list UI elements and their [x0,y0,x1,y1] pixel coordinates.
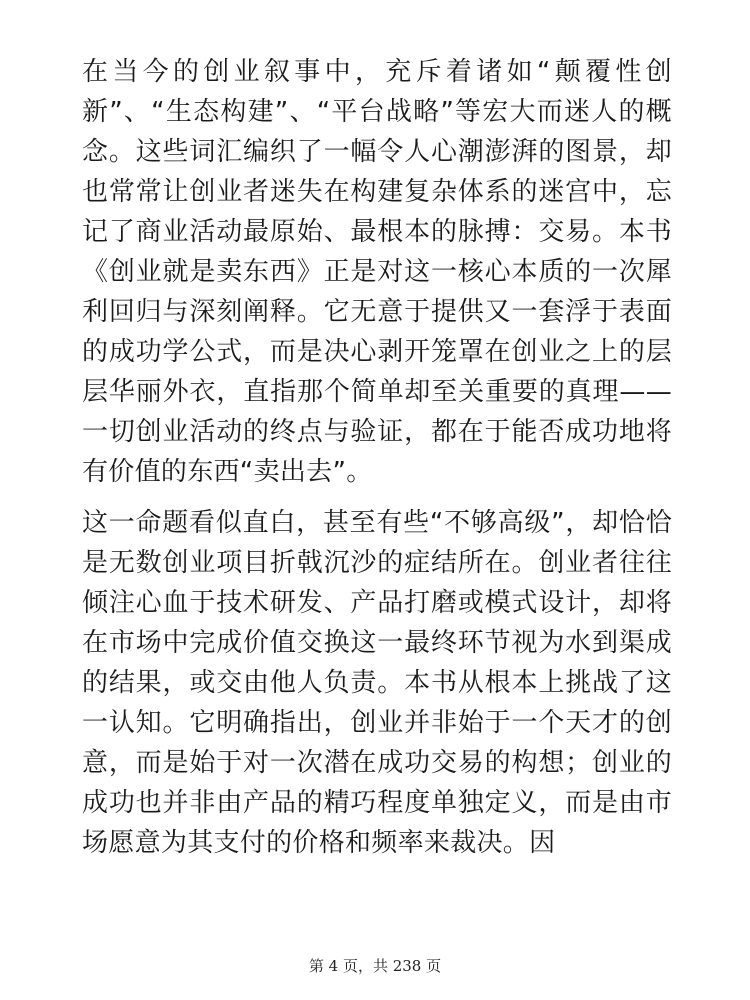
paragraph-1: 在当今的创业叙事中，充斥着诸如“颠覆性创新”、“生态构建”、“平台战略”等宏大而迷人的概念。这些词汇编织了一幅令人心潮澎湃的图景，却也常常让创业者迷失在构建复杂体系的迷宫中，忘记了商业活动最原始、最根本的脉搏：交易。本书《创业就是卖东西》正是对这一核心本质的一次犀利回归与深刻阐释。它无意于提供又一套浮于表面的成功学公式，而是决心剥开笼罩在创业之上的层层华丽外衣，直指那个简单却至关重要的真理——一切创业活动的终点与验证，都在于能否成功地将有价值的东西“卖出去”。 [82,57,672,487]
page-number-footer: 第 4 页，共 238 页 [308,957,442,975]
body-text [82,52,672,874]
paragraph-2: 这一命题看似直白，甚至有些“不够高级”，却恰恰是无数创业项目折戟沉沙的症结所在。创业者往往倾注心血于技术研发、产品打磨或模式设计，却将在市场中完成价值交换这一最终环节视为水到渠成的结果，或交由他人负责。本书从根本上挑战了这一认知。它明确指出，创业并非始于一个天才的创意，而是始于对一次潜在成功交易的构想；创业的成功也并非由产品的精巧程度单独定义，而是由市场愿意为其支付的价格和频率来裁决。因 [82,508,672,858]
